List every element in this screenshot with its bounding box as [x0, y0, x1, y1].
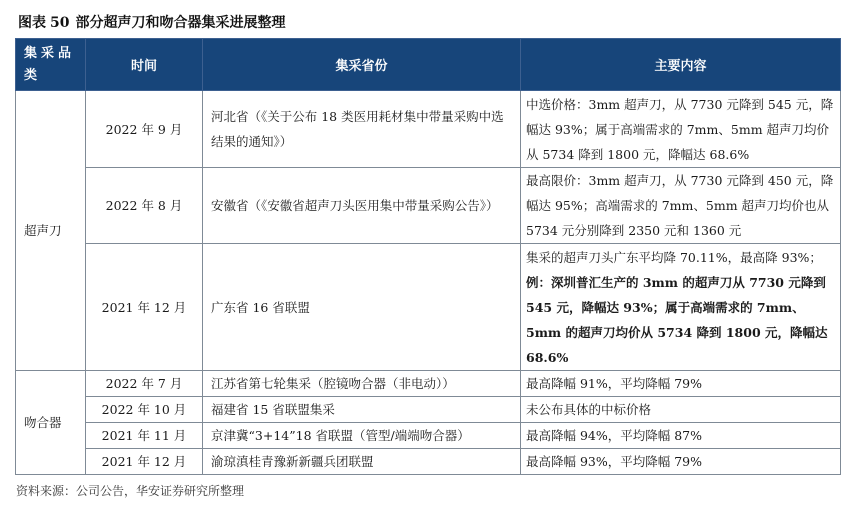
content-cell: 最高降幅 93%，平均降幅 79% [521, 449, 841, 475]
content-cell: 中选价格：3mm 超声刀，从 7730 元降到 545 元，降幅达 93%；属于高端需求的 7mm、5mm 超声刀均价从 5734 降到 1800 元，降幅达 68.6% [521, 91, 841, 168]
time-cell: 2021 年 12 月 [86, 244, 203, 371]
source-note: 资料来源：公司公告，华安证券研究所整理 [16, 484, 245, 498]
province-cell: 河北省（《关于公布 18 类医用耗材集中带量采购中选结果的通知》） [203, 91, 521, 168]
content-cell: 最高降幅 91%，平均降幅 79% [521, 371, 841, 397]
figure-title-prefix: 图表 [18, 15, 46, 31]
time-cell: 2021 年 11 月 [86, 423, 203, 449]
procurement-table [15, 38, 841, 475]
province-cell: 渝琼滇桂青豫新新疆兵团联盟 [203, 449, 521, 475]
table-header-row [16, 39, 841, 91]
figure-title-number: 50 [50, 15, 70, 31]
time-cell: 2022 年 8 月 [86, 168, 203, 244]
figure-title-text: 部分超声刀和吻合器集采进展整理 [75, 15, 286, 31]
province-cell: 江苏省第七轮集采（腔镜吻合器（非电动）） [203, 371, 521, 397]
table-row [16, 423, 841, 449]
province-cell: 福建省 15 省联盟集采 [203, 397, 521, 423]
content-cell: 最高限价：3mm 超声刀，从 7730 元降到 450 元，降幅达 95%；高端需求的 7mm、5mm 超声刀均价也从 5734 元分别降到 2350 元和 1360 元 [521, 168, 841, 244]
time-cell: 2022 年 10 月 [86, 397, 203, 423]
province-cell: 京津冀“3+14”18 省联盟（管型/端端吻合器） [203, 423, 521, 449]
table-row [16, 397, 841, 423]
table-row [16, 371, 841, 397]
content-plain-text: 集采的超声刀头广东平均降 70.11%，最高降 93%； [526, 249, 822, 265]
content-cell: 未公布具体的中标价格 [521, 397, 841, 423]
category-cell: 超声刀 [16, 91, 86, 371]
header-time: 时间 [86, 39, 203, 91]
time-cell: 2022 年 9 月 [86, 91, 203, 168]
table-row [16, 91, 841, 168]
table-row [16, 244, 841, 371]
content-cell: 最高降幅 94%，平均降幅 87% [521, 423, 841, 449]
category-cell: 吻合器 [16, 371, 86, 475]
province-cell: 广东省 16 省联盟 [203, 244, 521, 371]
header-province: 集采省份 [203, 39, 521, 91]
table-row [16, 449, 841, 475]
content-cell [521, 244, 841, 371]
header-category: 集采品类 [16, 39, 86, 91]
header-content: 主要内容 [521, 39, 841, 91]
table-row [16, 168, 841, 244]
time-cell: 2022 年 7 月 [86, 371, 203, 397]
province-cell: 安徽省（《安徽省超声刀头医用集中带量采购公告》） [203, 168, 521, 244]
figure-title [18, 12, 285, 32]
content-bold-text: 例：深圳普汇生产的 3mm 的超声刀从 7730 元降到 545 元，降幅达 93%；属于高端需求的 7mm、5mm 的超声刀均价从 5734 降到 1800 元，降幅达 68.6% [526, 274, 828, 365]
time-cell: 2021 年 12 月 [86, 449, 203, 475]
